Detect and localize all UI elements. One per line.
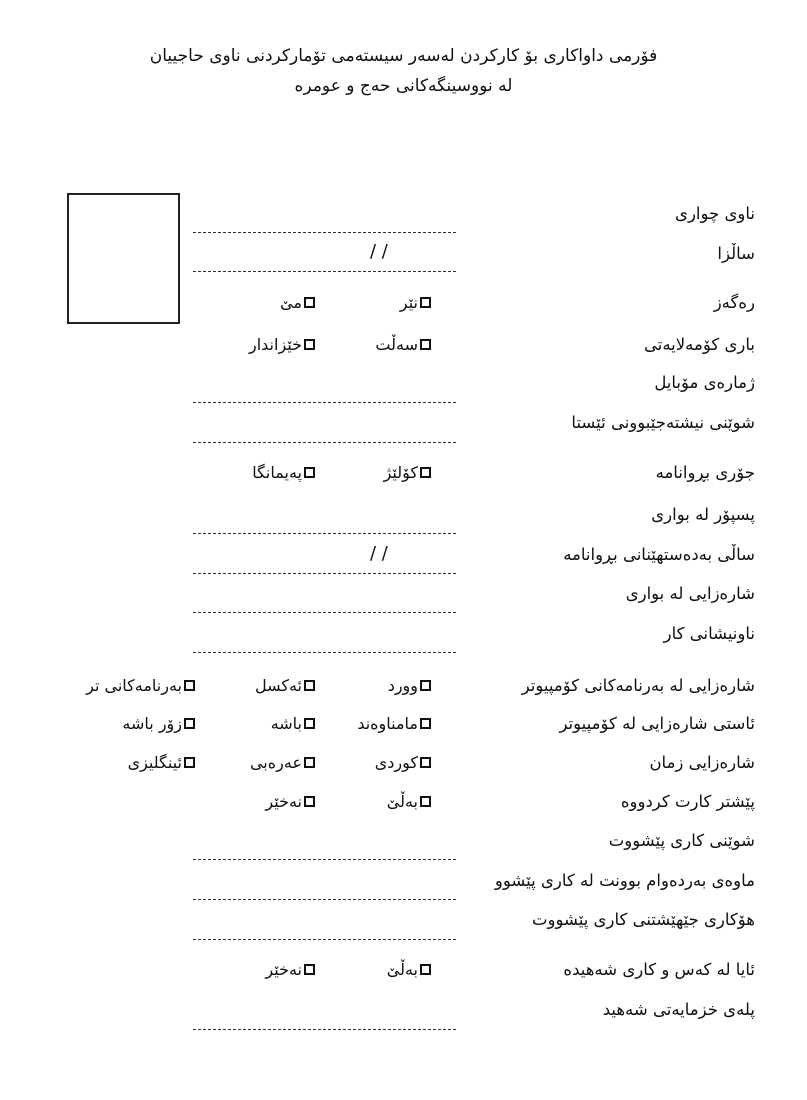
previous-workplace-input[interactable] <box>193 859 456 860</box>
birth-year-input[interactable] <box>193 271 456 272</box>
degree-year-slashes: / / <box>370 543 388 564</box>
checkbox-icon[interactable] <box>304 964 315 975</box>
marital-married-option[interactable]: خێزاندار <box>249 335 315 354</box>
work-address-input[interactable] <box>193 652 456 653</box>
label-marital-status: باری کۆمەلایەتی <box>643 335 755 354</box>
level-very-good-option[interactable]: زۆر باشە <box>122 714 195 733</box>
label-leaving-reason: هۆکاری جێهێشتنی کاری پێشووت <box>532 910 755 929</box>
program-word-option[interactable]: وورد <box>388 676 431 695</box>
label-degree-type: جۆری بڕوانامە <box>655 463 755 482</box>
language-kurdish-option[interactable]: کوردی <box>375 753 431 772</box>
label-martyr-relation: پلەی خزمایەتی شەهید <box>602 1000 755 1019</box>
level-average-option[interactable]: مامناوەند <box>357 714 431 733</box>
checkbox-icon[interactable] <box>304 718 315 729</box>
worked-before-no-option[interactable]: نەخێر <box>265 792 315 811</box>
label-full-name: ناوی چواری <box>675 204 755 223</box>
program-other-option[interactable]: بەرنامەکانی تر <box>86 676 195 695</box>
checkbox-icon[interactable] <box>304 796 315 807</box>
label-languages: شارەزایی زمان <box>649 753 755 772</box>
label-martyr-family: ئایا لە کەس و کاری شەهیدە <box>563 960 755 979</box>
full-name-input[interactable] <box>193 232 456 233</box>
gender-female-option[interactable]: مێ <box>280 293 315 312</box>
degree-year-input[interactable] <box>193 573 456 574</box>
label-mobile: ژمارەی مۆبایل <box>654 373 755 392</box>
checkbox-icon[interactable] <box>304 680 315 691</box>
checkbox-icon[interactable] <box>420 964 431 975</box>
checkbox-icon[interactable] <box>420 297 431 308</box>
label-degree-year: ساڵی بەدەستهێنانی بڕوانامە <box>563 545 755 564</box>
form-title-line1: فۆرمی داواکاری بۆ کارکردن لەسەر سیستەمی تۆمارکردنی ناوی حاجییان <box>149 46 658 66</box>
checkbox-icon[interactable] <box>304 339 315 350</box>
martyr-relation-input[interactable] <box>193 1029 456 1030</box>
label-gender: رەگەز <box>713 293 755 312</box>
previous-duration-input[interactable] <box>193 899 456 900</box>
checkbox-icon[interactable] <box>184 680 195 691</box>
checkbox-icon[interactable] <box>420 757 431 768</box>
label-specialization: پسپۆر لە بواری <box>651 505 755 524</box>
checkbox-icon[interactable] <box>420 680 431 691</box>
birth-year-slashes: / / <box>370 241 388 262</box>
label-work-address: ناونیشانی کار <box>663 624 755 643</box>
checkbox-icon[interactable] <box>420 467 431 478</box>
language-arabic-option[interactable]: عەرەبی <box>250 753 315 772</box>
gender-male-option[interactable]: نێر <box>400 293 431 312</box>
checkbox-icon[interactable] <box>184 718 195 729</box>
worked-before-yes-option[interactable]: بەڵێ <box>387 792 431 811</box>
checkbox-icon[interactable] <box>420 718 431 729</box>
level-good-option[interactable]: باشە <box>271 714 315 733</box>
checkbox-icon[interactable] <box>304 467 315 478</box>
specialization-input[interactable] <box>193 533 456 534</box>
checkbox-icon[interactable] <box>420 796 431 807</box>
mobile-input[interactable] <box>193 402 456 403</box>
checkbox-icon[interactable] <box>304 757 315 768</box>
marital-single-option[interactable]: سەڵت <box>375 335 431 354</box>
photo-box[interactable] <box>67 193 180 324</box>
label-expertise: شارەزایی لە بواری <box>625 584 755 603</box>
residence-input[interactable] <box>193 442 456 443</box>
degree-college-option[interactable]: کۆلێژ <box>384 463 431 482</box>
expertise-input[interactable] <box>193 612 456 613</box>
martyr-family-yes-option[interactable]: بەڵێ <box>387 960 431 979</box>
checkbox-icon[interactable] <box>184 757 195 768</box>
degree-institute-option[interactable]: پەیمانگا <box>252 463 315 482</box>
leaving-reason-input[interactable] <box>193 939 456 940</box>
label-worked-before: پێشتر کارت کردووە <box>620 792 755 811</box>
checkbox-icon[interactable] <box>304 297 315 308</box>
label-previous-duration: ماوەی بەردەوام بوونت لە کاری پێشوو <box>494 871 755 890</box>
checkbox-icon[interactable] <box>420 339 431 350</box>
martyr-family-no-option[interactable]: نەخێر <box>265 960 315 979</box>
label-previous-workplace: شوێنی کاری پێشووت <box>608 831 755 850</box>
label-residence: شوێنی نیشتەجێبوونی ئێستا <box>571 413 755 432</box>
program-excel-option[interactable]: ئەکسل <box>255 676 315 695</box>
label-birth-year: ساڵزا <box>717 244 755 263</box>
language-english-option[interactable]: ئینگلیزی <box>128 753 195 772</box>
label-computer-level: ئاستی شارەزایی لە کۆمپیوتر <box>559 714 755 733</box>
form-title-line2: لە نووسینگەکانی حەج و عومرە <box>294 76 513 96</box>
label-computer-programs: شارەزایی لە بەرنامەکانی کۆمپیوتر <box>521 676 755 695</box>
